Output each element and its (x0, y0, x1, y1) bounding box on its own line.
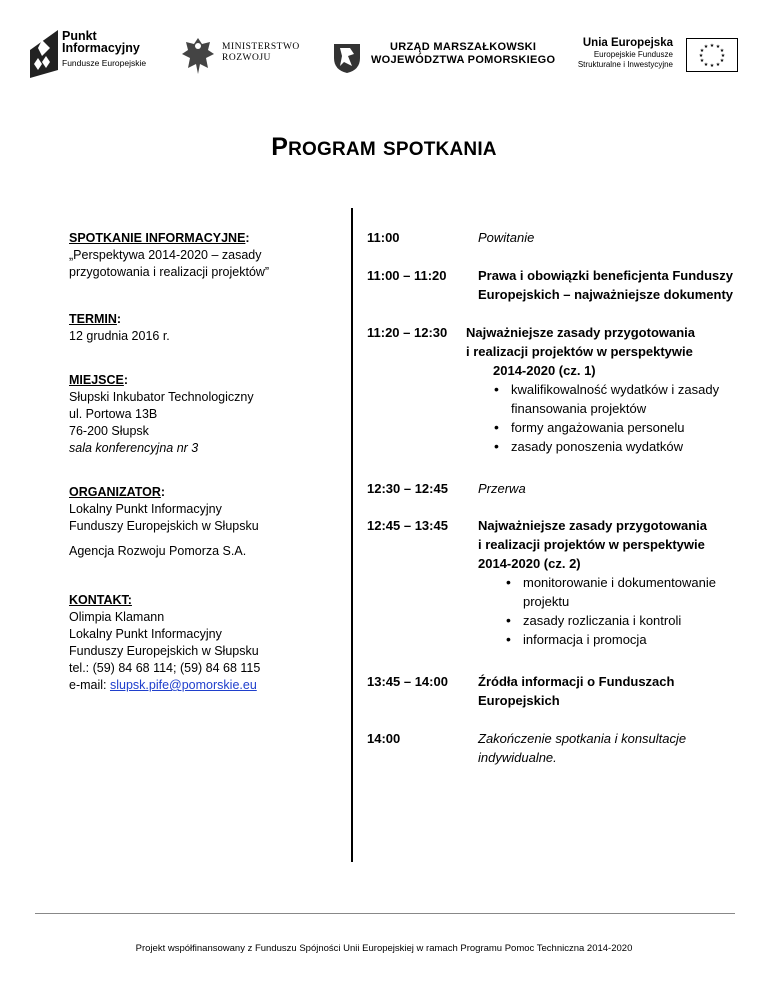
agenda-item: Przerwa (478, 481, 526, 496)
punkt-line1: Punkt (62, 29, 97, 43)
agenda-time: 11:00 (367, 230, 400, 245)
ministerstwo-line2: ROZWOJU (222, 53, 271, 63)
eu-line1: Unia Europejska (582, 37, 673, 49)
eu-line2: Europejskie Fundusze (593, 50, 673, 59)
eu-text (565, 38, 673, 70)
punkt-line3: Fundusze Europejskie (62, 58, 147, 68)
agenda-item (478, 516, 750, 649)
organizator-line: Funduszy Europejskich w Słupsku (69, 519, 259, 533)
miejsce-block: MIEJSCE: Słupski Inkubator Technologiczny ul. Portowa 13B 76-200 Słupsk sala konferencyjna nr 3 (69, 372, 339, 457)
agenda-line: i realizacji projektów w perspektywie (466, 344, 693, 359)
svg-text:★: ★ (703, 62, 709, 68)
bullet-item: • kwalifikowalność wydatków i zasady finansowania projektów (466, 380, 766, 418)
punkt-line2: Informacyjny (62, 41, 140, 55)
kontakt-line: Funduszy Europejskich w Słupsku (69, 644, 259, 658)
title-first-letter: P (271, 133, 289, 161)
eu-line3: Strukturalne i Inwestycyjne (577, 60, 673, 69)
bullet-item: • zasady rozliczania i kontroli (478, 611, 750, 630)
miejsce-line: 76-200 Słupsk (69, 424, 149, 438)
agenda-time: 11:00 – 11:20 (367, 268, 447, 283)
bullet-item: • monitorowanie i dokumentowanie projektu (478, 573, 750, 611)
termin-block: TERMIN: 12 grudnia 2016 r. (69, 311, 339, 345)
agenda-line: i realizacji projektów w perspektywie (478, 537, 705, 552)
agenda-line: 2014-2020 (cz. 2) (478, 556, 581, 571)
polish-eagle-emblem (180, 36, 216, 76)
organizator-block: ORGANIZATOR: Lokalny Punkt Informacyjny Funduszy Europejskich w Słupsku Agencja Rozwoju Pomorza S.A. (69, 484, 339, 560)
organizator-label: ORGANIZATOR (69, 485, 161, 499)
kontakt-line: Olimpia Klamann (69, 610, 165, 624)
urzad-line2: WOJEWÓDZTWA POMORSKIEGO (371, 54, 556, 66)
agenda-time: 13:45 – 14:00 (367, 674, 448, 689)
email-link[interactable]: slupsk.pife@pomorskie.eu (109, 678, 257, 692)
title-rest2: SPOTKANIA (383, 139, 497, 160)
agenda-line: 2014-2020 (cz. 1) (493, 363, 596, 378)
agenda-time: 12:45 – 13:45 (367, 518, 448, 533)
svg-text:★: ★ (709, 43, 715, 49)
svg-text:★: ★ (709, 63, 715, 69)
email-prefix: e-mail: (69, 678, 110, 692)
organizator-line: Lokalny Punkt Informacyjny (69, 502, 222, 516)
svg-text:★: ★ (699, 48, 705, 54)
bullet-list (466, 380, 766, 456)
footer-divider (35, 913, 735, 914)
miejsce-label: MIEJSCE (69, 373, 124, 387)
agenda-item (466, 323, 766, 456)
kontakt-line: tel.: (59) 84 68 114; (59) 84 68 115 (69, 661, 261, 675)
agenda-time: 14:00 (367, 731, 401, 746)
footer-text: Projekt współfinansowany z Funduszu Spójności Unii Europejskiej w ramach Programu Pomoc Techniczna 2014-2020 (135, 943, 633, 954)
agenda-line: Najważniejsze zasady przygotowania (478, 518, 708, 533)
eu-flag-icon (686, 38, 738, 72)
bullet-item: • zasady ponoszenia wydatków (466, 437, 766, 456)
bullet-item: • formy angażowania personelu (466, 418, 766, 437)
miejsce-line: ul. Portowa 13B (69, 407, 158, 421)
organizator-extra: Agencja Rozwoju Pomorza S.A. (69, 544, 247, 558)
spotkanie-block: SPOTKANIE INFORMACYJNE: „Perspektywa 2014-2020 – zasady przygotowania i realizacji projektów” (69, 230, 339, 281)
kontakt-label: KONTAKT: (69, 593, 132, 607)
svg-text:★: ★ (698, 53, 704, 59)
agenda-line: Najważniejsze zasady przygotowania (466, 325, 696, 340)
bullet-item: • informacja i promocja (478, 630, 750, 649)
pomorskie-griffin-emblem (330, 38, 364, 74)
vertical-divider (351, 208, 353, 862)
miejsce-sala: sala konferencyjna nr 3 (69, 441, 199, 455)
agenda-item: Powitanie (478, 230, 535, 245)
punkt-informacyjny-text (62, 30, 146, 69)
svg-text:★: ★ (719, 48, 725, 54)
urzad-marszalkowski-text (371, 41, 555, 67)
bullet-list (478, 573, 750, 649)
svg-text:★: ★ (720, 53, 726, 59)
title-rest1: ROGRAM (288, 139, 376, 160)
ministerstwo-line1: MINISTERSTWO (222, 42, 300, 52)
page-title (0, 133, 768, 162)
agenda-item: Prawa i obowiązki beneficjenta Funduszy Europejskich – najważniejsze dokumenty (478, 268, 734, 302)
termin-text: 12 grudnia 2016 r. (69, 329, 170, 343)
spotkanie-text: „Perspektywa 2014-2020 – zasady przygotowania i realizacji projektów” (69, 248, 270, 279)
spotkanie-label: SPOTKANIE INFORMACYJNE (69, 231, 246, 245)
svg-text:★: ★ (703, 44, 709, 50)
kontakt-block (69, 592, 339, 694)
svg-text:★: ★ (715, 44, 721, 50)
svg-text:★: ★ (715, 62, 721, 68)
svg-text:★: ★ (699, 58, 705, 64)
termin-label: TERMIN (69, 312, 117, 326)
urzad-line1: URZĄD MARSZAŁKOWSKI (390, 41, 537, 53)
agenda-item: Źródła informacji o Funduszach Europejskich (478, 674, 675, 708)
agenda-time: 12:30 – 12:45 (367, 481, 448, 496)
agenda-item: Zakończenie spotkania i konsultacje indywidualne. (478, 731, 687, 765)
svg-text:★: ★ (719, 58, 725, 64)
agenda-time: 11:20 – 12:30 (367, 325, 448, 340)
ministerstwo-text (222, 42, 300, 64)
kontakt-line: Lokalny Punkt Informacyjny (69, 627, 222, 641)
miejsce-line: Słupski Inkubator Technologiczny (69, 390, 254, 404)
